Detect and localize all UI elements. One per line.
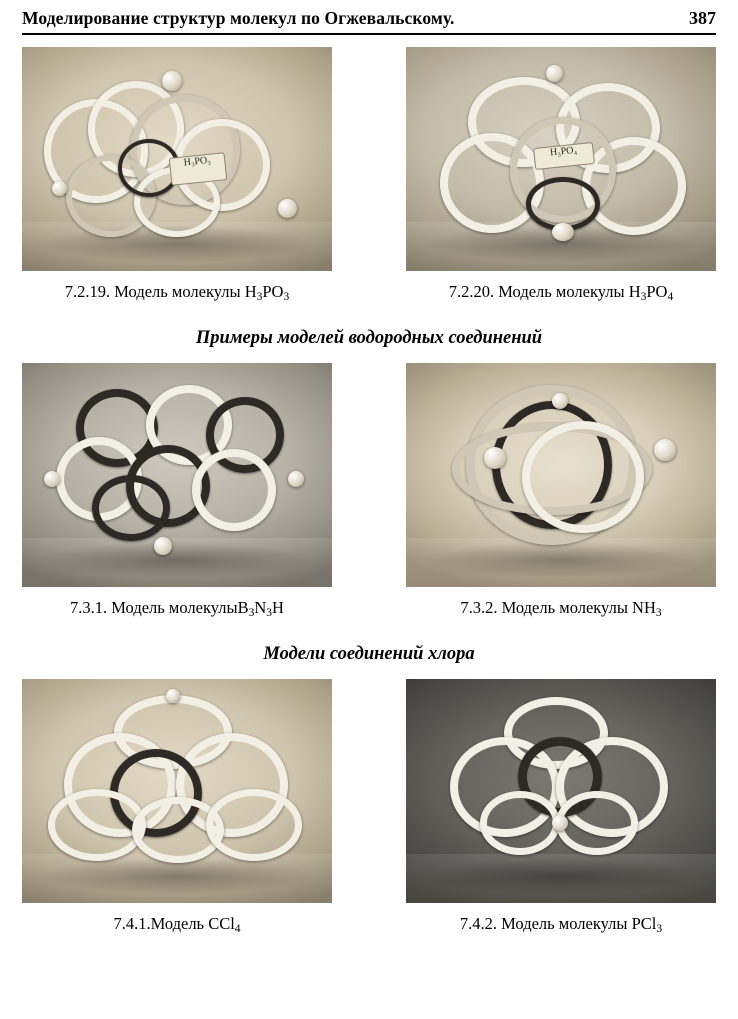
caption-sub: 3 (248, 607, 255, 619)
model-ring (522, 421, 644, 533)
caption-prefix: 7.3.2. Модель молекулы NH (460, 598, 656, 617)
caption-prefix: 7.2.20. Модель молекулы H (448, 282, 641, 301)
figure-image (406, 363, 716, 587)
figure-image (22, 363, 332, 587)
caption-sub: 3 (256, 291, 263, 303)
model-ball (552, 815, 568, 831)
section-heading-chlorine: Модели соединений хлора (263, 644, 475, 664)
model-ball (654, 439, 676, 461)
figure-row-3 (22, 679, 716, 934)
caption-sub: 3 (655, 607, 662, 619)
model-ball (162, 71, 182, 91)
caption-mid: PO (262, 282, 284, 301)
photo-specimen-label: H₃PO₄ (533, 142, 595, 170)
caption-mid: PO (646, 282, 668, 301)
figure-image (22, 47, 332, 271)
caption-sub: 3 (266, 607, 273, 619)
caption-tail: H (272, 598, 284, 617)
figure-caption (406, 914, 716, 934)
model-ring (206, 789, 302, 861)
model-ball (278, 199, 297, 218)
model-ball (154, 537, 172, 555)
photo-shadow (41, 542, 314, 578)
figure-7-3-1 (22, 363, 332, 618)
photo-shadow (425, 542, 698, 578)
figure-caption (406, 598, 716, 618)
model-ball (288, 471, 304, 487)
figure-caption (22, 282, 332, 302)
figure-row-1 (22, 47, 716, 302)
caption-prefix: 7.4.1.Модель CCl (113, 914, 235, 933)
model-ball (484, 447, 506, 469)
page-number: 387 (689, 8, 716, 28)
document-page (0, 8, 738, 1019)
model-ring (192, 449, 276, 531)
caption-sub: 3 (283, 291, 290, 303)
model-ball (552, 223, 574, 241)
figure-7-4-1 (22, 679, 332, 934)
figure-row-2 (22, 363, 716, 618)
photo-shadow (41, 858, 314, 894)
page-header (22, 8, 716, 35)
page-content (0, 47, 738, 934)
figure-7-2-20 (406, 47, 716, 302)
caption-prefix: 7.2.19. Модель молекулы H (64, 282, 257, 301)
model-ball (552, 393, 568, 409)
model-ball (546, 65, 563, 82)
figure-caption (22, 914, 332, 934)
figure-7-3-2 (406, 363, 716, 618)
photo-shadow (425, 858, 698, 894)
caption-prefix: 7.3.1. Модель молекулыB (70, 598, 249, 617)
caption-mid: N (254, 598, 267, 617)
section-heading-hydrogen: Примеры моделей водородных соединений (195, 328, 543, 348)
figure-caption (22, 598, 332, 618)
model-ball (44, 471, 60, 487)
figure-image (406, 47, 716, 271)
figure-image (406, 679, 716, 903)
figure-caption (406, 282, 716, 302)
model-ball (166, 689, 180, 703)
caption-prefix: 7.4.2. Модель молекулы PCl (459, 914, 657, 933)
figure-image (22, 679, 332, 903)
model-ring (480, 791, 560, 855)
model-ring (92, 475, 170, 541)
caption-sub: 3 (640, 291, 647, 303)
model-ring (48, 789, 146, 861)
caption-sub: 3 (656, 923, 663, 935)
model-ring (556, 791, 638, 855)
caption-sub: 4 (667, 291, 674, 303)
caption-sub: 4 (234, 923, 241, 935)
model-ball (52, 181, 67, 196)
page-title: Моделирование структур молекул по Огжевальскому. (22, 8, 455, 28)
figure-7-2-19 (22, 47, 332, 302)
figure-7-4-2 (406, 679, 716, 934)
photo-specimen-label: H₃PO₃ (169, 152, 228, 186)
